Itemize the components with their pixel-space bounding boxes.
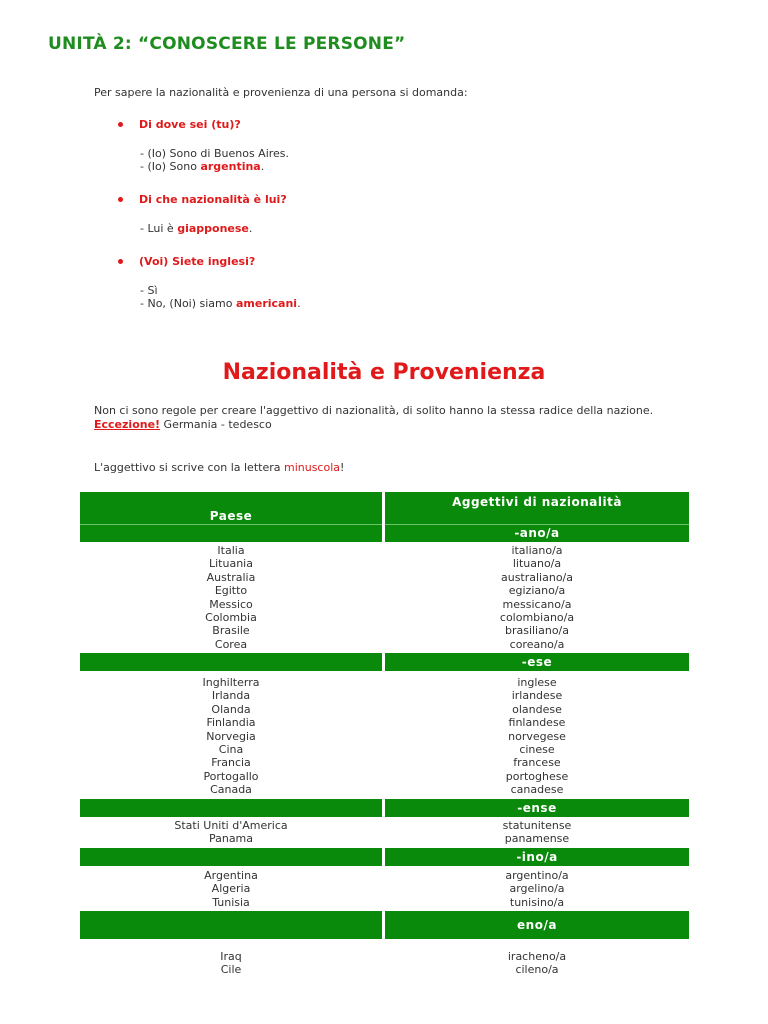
adjective-list xyxy=(385,950,689,980)
adjective-cell: lituano/a xyxy=(512,557,562,571)
intro-text: Per sapere la nazionalità e provenienza di una persona si domanda: xyxy=(94,86,468,99)
adjective-cell: argelino/a xyxy=(509,882,565,896)
adjective-list xyxy=(385,544,689,653)
adjective-cell: canadese xyxy=(510,783,564,797)
country-cell: Australia xyxy=(206,570,256,584)
group-suffix-label: -ano/a xyxy=(514,526,560,540)
table-row xyxy=(80,542,689,653)
header-country-label: Paese xyxy=(209,509,253,523)
nationality-highlight: argentina xyxy=(200,160,261,173)
adjective-cell: italiano/a xyxy=(511,544,563,557)
table-row xyxy=(80,866,689,911)
country-cell: Cile xyxy=(220,963,242,977)
country-cell: Messico xyxy=(209,597,253,611)
adjective-cell: irlandese xyxy=(511,689,563,703)
country-cell: Lituania xyxy=(209,557,253,571)
country-cell: Francia xyxy=(211,756,251,770)
country-cell: Stati Uniti d'America xyxy=(174,819,288,832)
table-header xyxy=(80,492,689,542)
adjective-list xyxy=(385,869,689,911)
header-adjective xyxy=(385,492,689,542)
country-cell: Argentina xyxy=(204,869,258,882)
country-cell: Portogallo xyxy=(203,769,259,783)
adjective-cell: cileno/a xyxy=(515,963,559,977)
adjective-cell: coreano/a xyxy=(509,637,565,651)
adjective-cell: portoghese xyxy=(505,769,569,783)
adjective-list xyxy=(385,819,689,848)
rule-text: Non ci sono regole per creare l'aggettivo di nazionalità, di solito hanno la stessa radice della nazione. xyxy=(94,404,654,417)
table-row xyxy=(80,939,689,980)
country-cell: Brasile xyxy=(212,624,250,638)
adjective-cell: iracheno/a xyxy=(507,950,567,963)
country-cell: Irlanda xyxy=(211,689,251,703)
country-list xyxy=(80,819,382,848)
adjective-cell: australiano/a xyxy=(500,570,574,584)
nationality-highlight: americani xyxy=(235,297,298,310)
bullet-icon xyxy=(118,197,123,202)
country-list xyxy=(80,950,382,980)
adjective-cell: inglese xyxy=(517,676,557,689)
nationality-highlight: giapponese xyxy=(177,222,249,235)
table-row xyxy=(80,817,689,848)
country-list xyxy=(80,676,382,799)
adjective-cell: finlandese xyxy=(508,716,566,730)
rule-paragraph xyxy=(94,404,654,431)
unit-title: UNITÀ 2: “CONOSCERE LE PERSONE” xyxy=(48,34,406,54)
adjective-cell: norvegese xyxy=(508,729,566,743)
country-cell: Colombia xyxy=(205,611,257,625)
exception-text: Germania - tedesco xyxy=(160,417,272,431)
adjective-cell: francese xyxy=(513,756,561,770)
country-cell: Olanda xyxy=(211,702,251,716)
country-cell: Iraq xyxy=(220,950,242,963)
answer-line: - Sì xyxy=(140,284,158,297)
question-text: (Voi) Siete inglesi? xyxy=(139,254,256,268)
answer-line: - Lui è giapponese. xyxy=(140,222,253,235)
answer-line: - (Io) Sono di Buenos Aires. xyxy=(140,147,290,160)
section-title: Nazionalità e Provenienza xyxy=(222,360,546,385)
adjective-cell: statunitense xyxy=(502,819,572,832)
question-text: Di dove sei (tu)? xyxy=(139,117,241,131)
country-cell: Inghilterra xyxy=(202,676,260,689)
country-list xyxy=(80,869,382,911)
lowercase-word: minuscola xyxy=(283,461,341,474)
group-suffix-label: -ino/a xyxy=(385,848,689,866)
group-header-row xyxy=(80,911,689,939)
country-cell: Tunisia xyxy=(212,895,250,909)
group-suffix-label: eno/a xyxy=(385,911,689,939)
country-cell: Canada xyxy=(210,783,252,797)
lowercase-note: L'aggettivo si scrive con la lettera minuscola! xyxy=(94,461,345,474)
adjective-cell: colombiano/a xyxy=(499,611,575,625)
adjective-cell: tunisino/a xyxy=(509,895,565,909)
adjective-cell: egiziano/a xyxy=(508,584,566,598)
adjective-cell: brasiliano/a xyxy=(504,624,570,638)
country-list xyxy=(80,544,382,653)
question-text: Di che nazionalità è lui? xyxy=(139,192,287,206)
group-header-row xyxy=(80,653,689,671)
header-country xyxy=(80,492,382,542)
adjective-cell: argentino/a xyxy=(505,869,569,882)
exception-label: Eccezione! xyxy=(94,417,161,431)
group-suffix-label: -ense xyxy=(385,799,689,817)
country-cell: Norvegia xyxy=(206,729,256,743)
group-suffix-label: -ese xyxy=(385,653,689,671)
question-block-2 xyxy=(94,192,694,235)
group-header-row xyxy=(80,799,689,817)
answer-line: - No, (Noi) siamo americani. xyxy=(140,297,301,310)
country-cell: Algeria xyxy=(211,882,251,896)
adjective-cell: cinese xyxy=(519,743,555,757)
bullet-icon xyxy=(118,259,123,264)
adjective-cell: olandese xyxy=(512,702,562,716)
country-cell: Finlandia xyxy=(206,716,256,730)
country-cell: Italia xyxy=(217,544,245,557)
adjective-list xyxy=(385,676,689,799)
table-row xyxy=(80,671,689,799)
question-block-3 xyxy=(94,254,694,310)
country-cell: Panama xyxy=(208,832,254,846)
nationality-table xyxy=(80,492,689,980)
header-adjective-label: Aggettivi di nazionalità xyxy=(452,495,622,509)
answer-line: - (Io) Sono argentina. xyxy=(140,160,265,173)
country-cell: Cina xyxy=(218,743,244,757)
group-header-row xyxy=(80,848,689,866)
country-cell: Corea xyxy=(214,637,248,651)
country-cell: Egitto xyxy=(214,584,248,598)
adjective-cell: panamense xyxy=(504,832,570,846)
question-block-1 xyxy=(94,117,694,173)
bullet-icon xyxy=(118,122,123,127)
adjective-cell: messicano/a xyxy=(502,597,572,611)
